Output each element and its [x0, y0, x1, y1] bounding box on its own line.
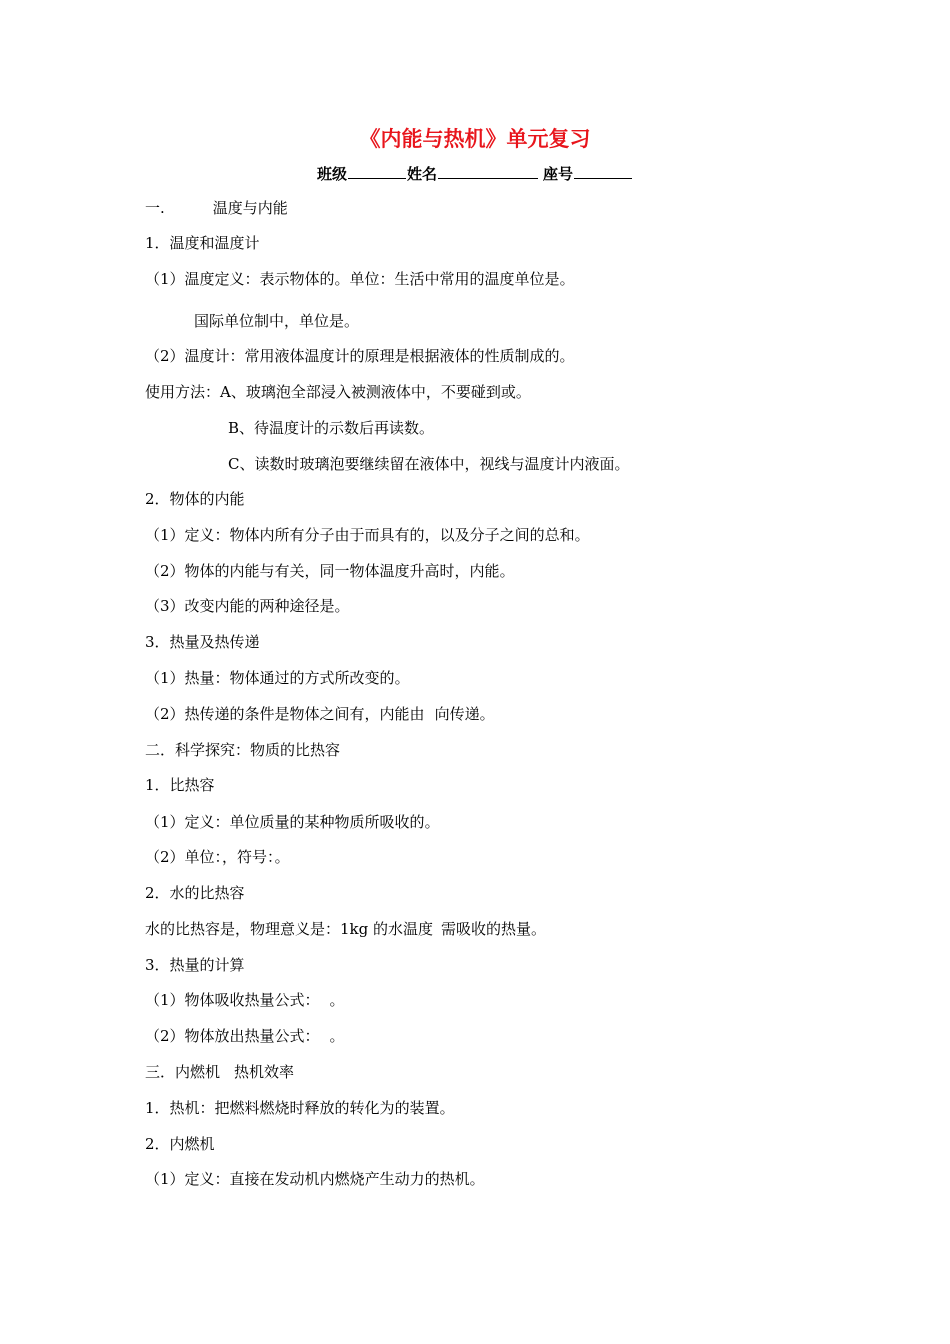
class-blank[interactable] [348, 163, 406, 179]
question-line: （1）物体吸收热量公式： 。 [145, 991, 345, 1009]
question-line: 国际单位制中，单位是。 [194, 312, 360, 330]
subsection-2-2: 2．水的比热容 [145, 884, 245, 902]
question-line: （1）热量：物体通过的方式所改变的。 [145, 669, 410, 687]
question-line: （3）改变内能的两种途径是。 [145, 597, 350, 615]
student-info-row [0, 163, 950, 184]
question-line: 使用方法：A、玻璃泡全部浸入被测液体中，不要碰到或。 [145, 383, 531, 401]
subsection-1-1: 1．温度和温度计 [145, 234, 260, 252]
subsection-3-2: 2．内燃机 [145, 1135, 215, 1153]
question-line: B、待温度计的示数后再读数。 [228, 419, 435, 437]
section-2-heading: 二．科学探究：物质的比热容 [145, 741, 341, 759]
question-line: （2）单位：，符号：。 [145, 848, 290, 866]
question-line: （2）物体放出热量公式： 。 [145, 1027, 345, 1045]
section-1-heading: 一. 温度与内能 [145, 199, 288, 217]
question-line: （2）温度计：常用液体温度计的原理是根据液体的性质制成的。 [145, 347, 575, 365]
subsection-2-1: 1．比热容 [145, 776, 215, 794]
class-label: 班级 [316, 165, 347, 183]
subsection-2-3: 3．热量的计算 [145, 956, 245, 974]
question-line: 水的比热容是，物理意义是：1kg 的水温度 需吸收的热量。 [145, 920, 547, 938]
page-title: 《内能与热机》单元复习 [359, 127, 591, 151]
question-line: （1）定义：直接在发动机内燃烧产生动力的热机。 [145, 1170, 485, 1188]
name-blank[interactable] [438, 163, 538, 179]
section-3-heading: 三．内燃机 热机效率 [145, 1063, 295, 1081]
subsection-1-3: 3．热量及热传递 [145, 633, 260, 651]
subsection-1-2: 2．物体的内能 [145, 490, 245, 508]
question-line: （1）温度定义：表示物体的。单位：生活中常用的温度单位是。 [145, 270, 575, 288]
question-line: （2）物体的内能与有关，同一物体温度升高时，内能。 [145, 562, 515, 580]
question-line: （2）热传递的条件是物体之间有，内能由 向传递。 [145, 705, 495, 723]
question-line: （1）定义：物体内所有分子由于而具有的，以及分子之间的总和。 [145, 526, 590, 544]
seat-blank[interactable] [574, 163, 632, 179]
question-line: （1）定义：单位质量的某种物质所吸收的。 [145, 813, 440, 831]
name-label: 姓名 [406, 165, 437, 183]
seat-label: 座号 [543, 165, 574, 183]
question-line: C、读数时玻璃泡要继续留在液体中，视线与温度计内液面。 [228, 455, 630, 473]
question-line: 1．热机：把燃料燃烧时释放的转化为的装置。 [145, 1099, 455, 1117]
